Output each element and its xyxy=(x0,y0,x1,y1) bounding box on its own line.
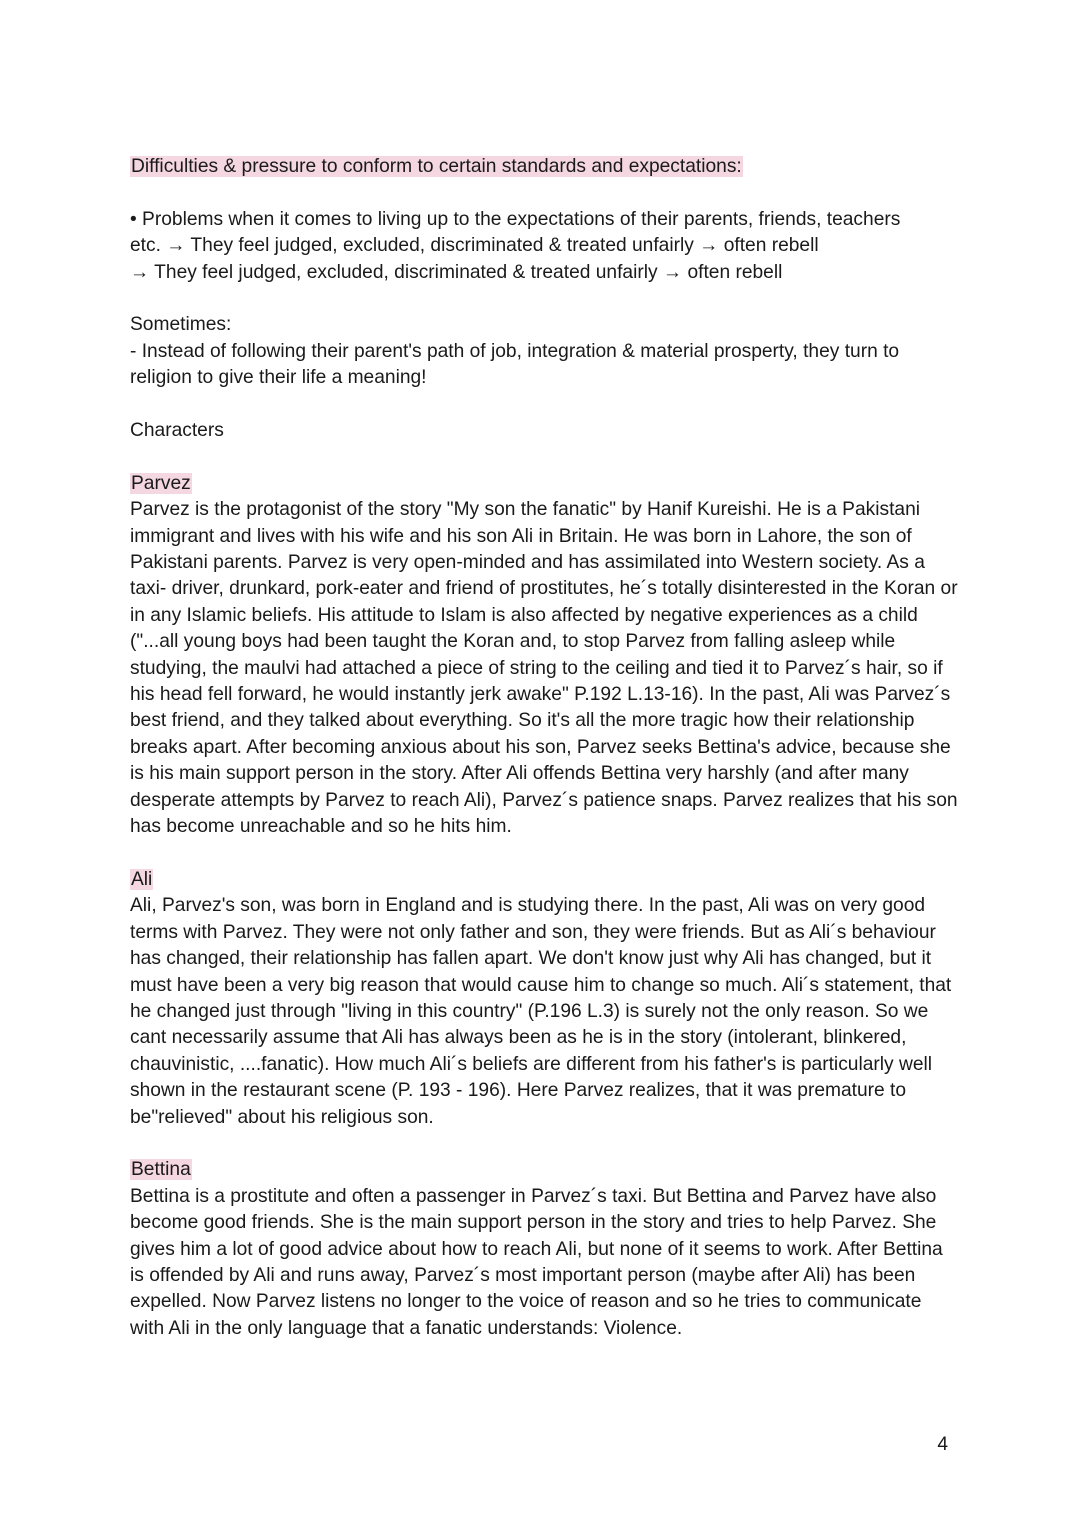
page-number: 4 xyxy=(937,1434,948,1455)
bettina-name: Bettina xyxy=(131,1159,191,1181)
bettina-heading xyxy=(130,1157,960,1183)
ali-text-1: Ali, Parvez's son, was born in England and is studying there. In the past, Ali was on very good terms with Parvez. They were not only father and son, they were friends. But as Ali´s behaviour has changed, their relationship has fallen apart. We don't know just why Ali has changed, but it must have been a very big reason that would cause him to change so much. Ali´s statement, that he changed just through "living in this country" (P.196 L.3) is surely not the only reason. So we cant necessarily assume that Ali has always been as he is in the story (intolerant, blinkered, xyxy=(130,895,952,1049)
spacer xyxy=(130,392,960,418)
ali-heading xyxy=(130,867,960,893)
spacer xyxy=(130,180,960,206)
heading-highlight: Difficulties & pressure to conform to certain standards and expectations: xyxy=(131,156,742,177)
document-body xyxy=(130,154,960,1342)
spacer xyxy=(130,841,960,867)
parvez-name: Parvez xyxy=(131,472,191,494)
sometimes-label: Sometimes: xyxy=(130,314,232,336)
section-heading xyxy=(130,154,960,180)
characters-title: Characters xyxy=(130,420,224,442)
sometimes-text: - Instead of following their parent's path of job, integration & material prosperty, they turn to religion to give their life a meaning! xyxy=(130,340,900,389)
bullet-line-1: • Problems when it comes to living up to the expectations of their parents, friends, teachers xyxy=(130,208,901,230)
bullet-line-2: etc. → They feel judged, excluded, discriminated & treated unfairly → often rebell xyxy=(130,235,819,257)
ali-name: Ali xyxy=(131,868,153,890)
spacer xyxy=(130,444,960,470)
bettina-text: Bettina is a prostitute and often a passenger in Parvez´s taxi. But Bettina and Parvez have also become good friends. She is the main support person in the story and tries to help Parvez. She gives him a lot of good advice about how to reach Ali, but none of it seems to work. After Bettina is offended by Ali and runs away, Parvez´s most important person (maybe after Ali) has been expelled. Now Parvez listens no longer to the voice of reason and so he tries to communicate with Ali in the only language that a fanatic understands: Violence. xyxy=(130,1185,943,1339)
spacer xyxy=(130,286,960,312)
parvez-heading xyxy=(130,471,960,497)
ali-text-2: chauvinistic, ....fanatic). How much Ali´s beliefs are different from his father's is particularly well shown in the restaurant scene (P. 193 - 196). Here Parvez realizes, that it was premature to be"relieved" about his religious son. xyxy=(130,1053,933,1128)
parvez-text: Parvez is the protagonist of the story "My son the fanatic" by Hanif Kureishi. He is a Pakistani immigrant and lives with his wife and his son Ali in Britain. He was born in Lahore, the son of Pakistani parents. Parvez is very open-minded and has assimilated into Western society. As a taxi- driver, drunkard, pork-eater and friend of prostitutes, he´s totally disinterested in the Koran or in any Islamic beliefs. His attitude to Islam is also affected by negative experiences as a child ("...all young boys had been taught the Koran and, to stop Parvez from falling asleep while studying, the maulvi had attached a piece of string to the ceiling and tied it to Parvez´s hair, so if his head fell forward, he would instantly jerk awake" P.192 L.13-16). In the past, Ali was Parvez´s best friend, and they talked about everything. So it's all the more tragic how their relationship breaks apart. After becoming anxious about his son, Parvez seeks Bettina's advice, because she is his main support person in the story. After Ali offends Bettina very harshly (and after many desperate attempts by Parvez to reach Ali), Parvez´s patience snaps. Parvez realizes that his son has become unreachable and so he hits him. xyxy=(130,499,958,838)
spacer xyxy=(130,1131,960,1157)
bullet-line-3: → They feel judged, excluded, discriminated & treated unfairly → often rebell xyxy=(130,261,783,283)
